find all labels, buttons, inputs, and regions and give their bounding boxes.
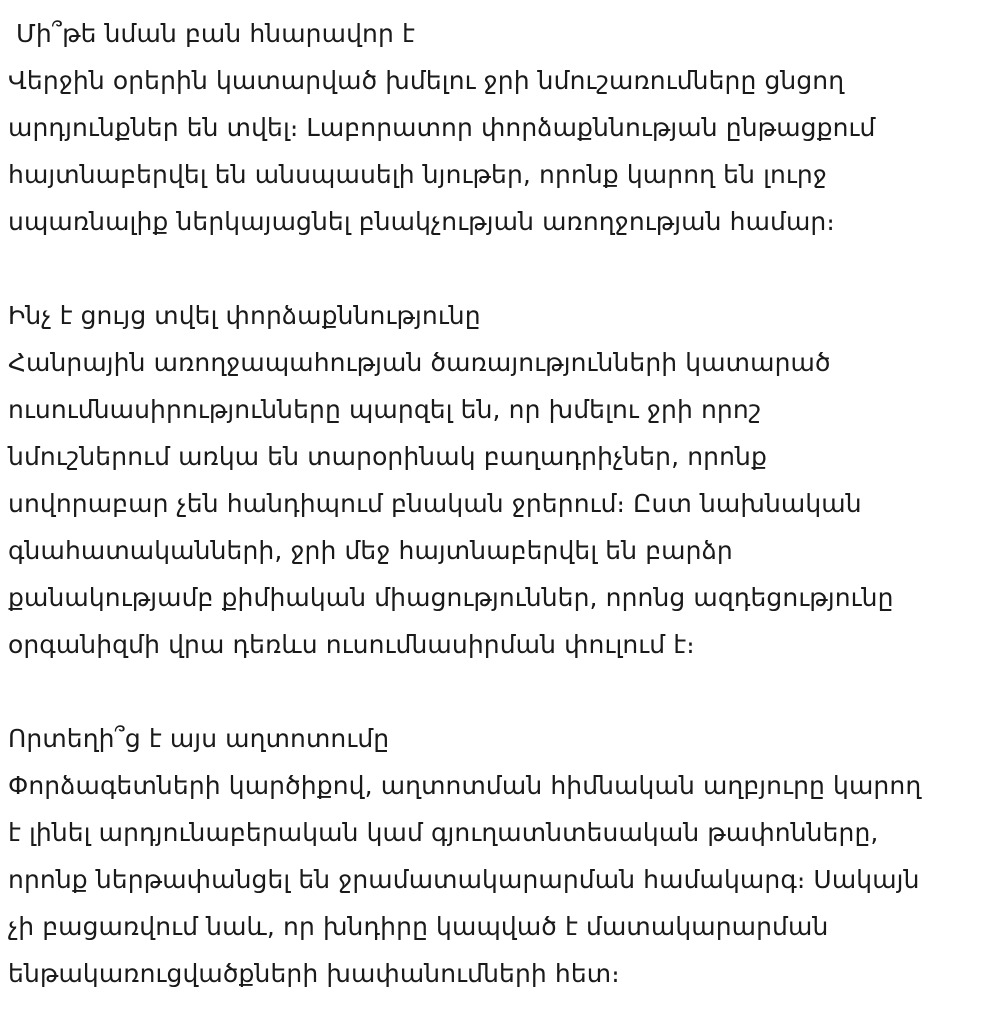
article-title: Մի՞թե նման բան հնարավոր է [16, 19, 415, 48]
paragraph-line: գնահատականների, ջրի մեջ հայտնաբերվել են բարձր [8, 536, 733, 565]
section-paragraph [8, 762, 983, 997]
paragraph-gap [8, 245, 983, 292]
paragraph-line: արդյունքներ են տվել։ Լաբորատոր փորձաքննության ընթացքում [8, 113, 876, 142]
paragraph-line: Վերջին օրերին կատարված խմելու ջրի նմուշառումները ցնցող [8, 66, 845, 95]
paragraph-line: ենթակառուցվածքների խափանումների հետ։ [8, 959, 620, 988]
paragraph-line: Հանրային առողջապահության ծառայությունների կատարած [8, 348, 831, 377]
paragraph-line: է լինել արդյունաբերական կամ գյուղատնտեսական թափոնները, [8, 818, 879, 847]
paragraph-line: Փորձագետների կարծիքով, աղտոտման հիմնական աղբյուրը կարող [8, 771, 922, 800]
paragraph-line: օրգանիզմի վրա դեռևս ուսումնասիրման փուլում է։ [8, 630, 695, 659]
paragraph-line: սպառնալիք ներկայացնել բնակչության առողջության համար։ [8, 207, 835, 236]
paragraph-line: որոնք ներթափանցել են ջրամատակարարման համակարգ։ Սակայն [8, 865, 920, 894]
paragraph-line: հայտնաբերվել են անսպասելի նյութեր, որոնք կարող են լուրջ [8, 160, 827, 189]
paragraph-line: չի բացառվում նաև, որ խնդիրը կապված է մատակարարման [8, 912, 829, 941]
article [8, 10, 983, 997]
section-heading: Որտեղի՞ց է այս աղտոտումը [8, 724, 390, 753]
paragraph-gap [8, 668, 983, 715]
paragraph-line: ուսումնասիրությունները պարզել են, որ խմելու ջրի որոշ [8, 395, 762, 424]
section-paragraph [8, 339, 983, 668]
paragraph-line: նմուշներում առկա են տարօրինակ բաղադրիչներ, որոնք [8, 442, 767, 471]
paragraph-line: քանակությամբ քիմիական միացություններ, որոնց ազդեցությունը [8, 583, 894, 612]
section-heading: Ինչ է ցույց տվել փորձաքննությունը [8, 301, 481, 330]
paragraph-line: սովորաբար չեն հանդիպում բնական ջրերում։ Ըստ նախնական [8, 489, 862, 518]
intro-paragraph [8, 57, 983, 245]
